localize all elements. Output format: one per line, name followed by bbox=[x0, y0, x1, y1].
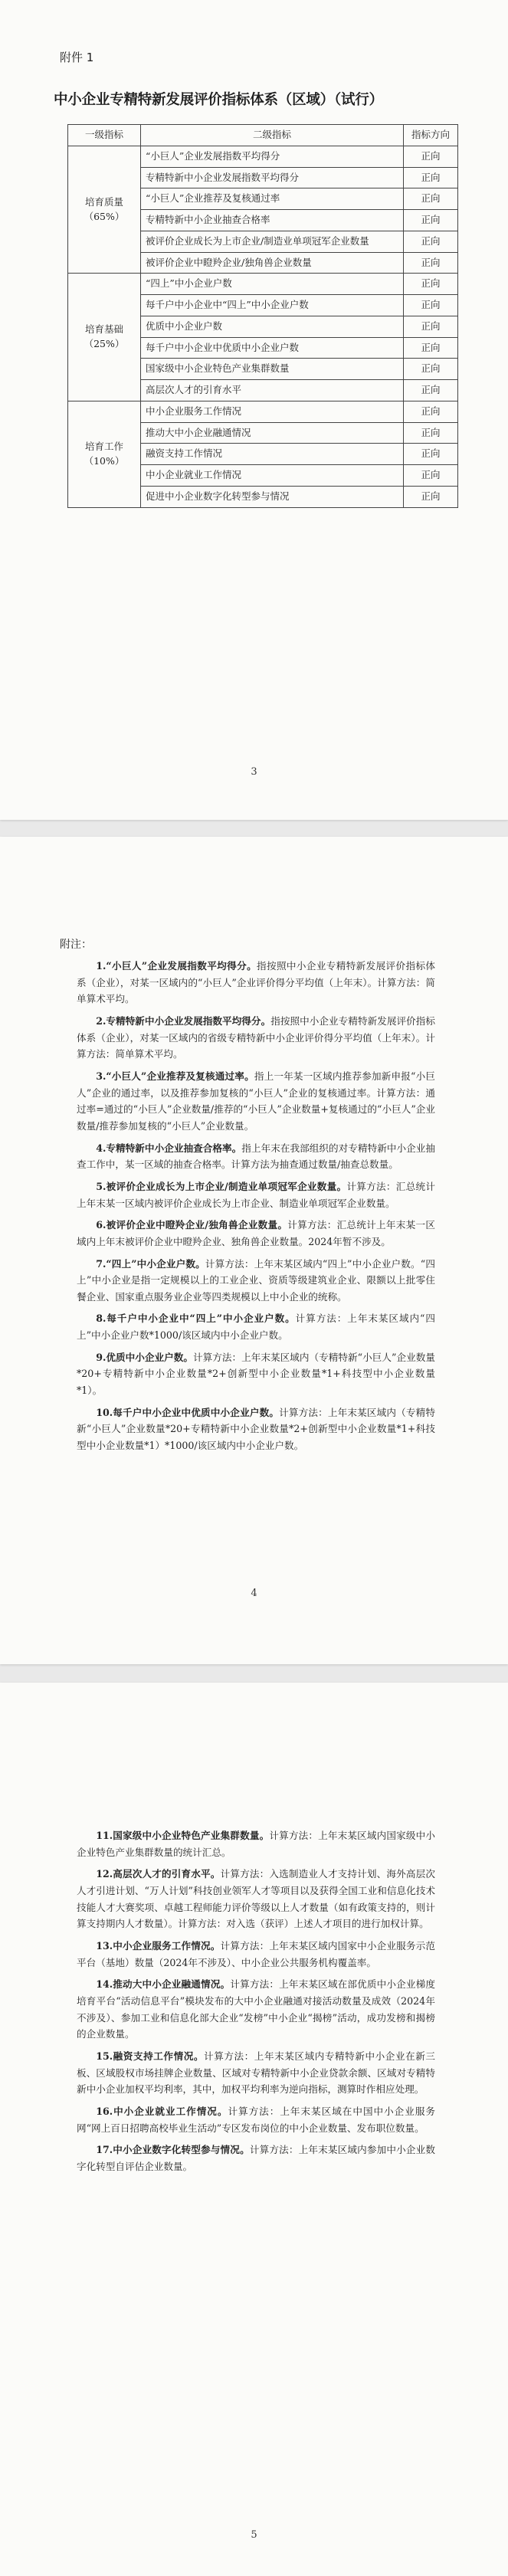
indicator-cell: 中小企业服务工作情况 bbox=[141, 401, 404, 422]
document-page-3 bbox=[0, 0, 508, 820]
note-item: 16.中小企业就业工作情况。计算方法：上年末某区域在中国中小企业服务网“网上百日招聘高校毕业生活动”专区发布岗位的中小企业数量、发布职位数量。 bbox=[77, 2105, 435, 2134]
table-row bbox=[68, 146, 458, 167]
indicator-table bbox=[67, 124, 458, 508]
page-number: 3 bbox=[251, 766, 257, 778]
direction-cell: 正向 bbox=[404, 316, 458, 337]
indicator-cell: 推动大中小企业融通情况 bbox=[141, 422, 404, 444]
indicator-cell: 融资支持工作情况 bbox=[141, 444, 404, 465]
direction-cell: 正向 bbox=[404, 295, 458, 316]
indicator-cell: 促进中小企业数字化转型参与情况 bbox=[141, 486, 404, 507]
note-item: 10.每千户中小企业中优质中小企业户数。计算方法：上年末某区域内（专精特新“小巨人”企业数量*20+专精特新中小企业数量*2+创新型中小企业数量*1+科技型中小企业数量*1）*1000/该区域内中小企业户数。 bbox=[77, 1406, 436, 1452]
page-number: 4 bbox=[251, 1588, 257, 1599]
table-header-row bbox=[68, 125, 458, 146]
note-item: 8.每千户中小企业中“四上”中小企业户数。计算方法：上年末某区域内“四上”中小企业户数*1000/该区域内中小企业户数。 bbox=[77, 1313, 435, 1342]
notes-list-continued bbox=[77, 1827, 435, 2180]
indicator-cell: 高层次人才的引育水平 bbox=[141, 380, 404, 401]
annex-label: 附件 1 bbox=[60, 51, 94, 64]
header-level2: 二级指标 bbox=[141, 125, 404, 146]
indicator-cell: 被评价企业成长为上市企业/制造业单项冠军企业数量 bbox=[141, 231, 404, 252]
document-title: 中小企业专精特新发展评价指标体系（区域）（试行） bbox=[54, 92, 383, 108]
direction-cell: 正向 bbox=[404, 274, 458, 295]
indicator-cell: 优质中小企业户数 bbox=[141, 316, 404, 337]
page-number: 5 bbox=[251, 2529, 257, 2541]
direction-cell: 正向 bbox=[404, 444, 458, 465]
direction-cell: 正向 bbox=[404, 167, 458, 188]
notes-heading: 附注： bbox=[60, 939, 92, 951]
direction-cell: 正向 bbox=[404, 465, 458, 487]
table-row bbox=[68, 401, 458, 422]
note-item: 6.被评价企业中瞪羚企业/独角兽企业数量。计算方法：汇总统计上年末某一区域内上年末被评价企业中瞪羚企业、独角兽企业数量。2024年暂不涉及。 bbox=[77, 1219, 436, 1247]
header-level1: 一级指标 bbox=[68, 125, 141, 146]
direction-cell: 正向 bbox=[404, 252, 458, 274]
indicator-cell: 专精特新中小企业抽查合格率 bbox=[141, 210, 404, 231]
indicator-cell: “小巨人”企业发展指数平均得分 bbox=[141, 146, 404, 167]
notes-list bbox=[77, 958, 435, 1460]
note-item: 12.高层次人才的引育水平。计算方法：入选制造业人才支持计划、海外高层次人才引进计划、“万人计划”科技创业领军人才等项目以及获得全国工业和信息化技术技能人才大赛奖项、卓越工程师能力评价等级以上人才数量（如有政策支持的，则计算支持期内人才数量）。计算方法：对入选（获评）上述人才项目的进行加权计算。 bbox=[77, 1868, 435, 1930]
note-item: 11.国家级中小企业特色产业集群数量。计算方法：上年末某区域内国家级中小企业特色产业集群数量的统计汇总。 bbox=[77, 1830, 435, 1858]
indicator-cell: 每千户中小企业中“四上”中小企业户数 bbox=[141, 295, 404, 316]
note-item: 13.中小企业服务工作情况。计算方法：上年末某区域内国家中小企业服务示范平台（基地）数量（2024年不涉及）、中小企业公共服务机构覆盖率。 bbox=[77, 1939, 435, 1968]
note-item: 3.“小巨人”企业推荐及复核通过率。指上一年某一区域内推荐参加新申报“小巨人”企业的通过率，以及推荐参加复核的“小巨人”企业的复核通过率。计算方法：通过率=通过的“小巨人”企业数量/推荐的“小巨人”企业数量+复核通过的“小巨人”企业数量/推荐参加复核的“小巨人”企业数量。 bbox=[77, 1070, 435, 1132]
note-item: 5.被评价企业成长为上市企业/制造业单项冠军企业数量。计算方法：汇总统计上年末某一区域内被评价企业成长为上市企业、制造业单项冠军企业数量。 bbox=[77, 1180, 436, 1209]
note-item: 9.优质中小企业户数。计算方法：上年末某区域内（专精特新“小巨人”企业数量*20+专精特新中小企业数量*2+创新型中小企业数量*1+科技型中小企业数量*1）。 bbox=[77, 1351, 435, 1397]
table-row bbox=[68, 274, 458, 295]
group-cell: 培育基础 （25%） bbox=[68, 274, 141, 401]
note-item: 17.中小企业数字化转型参与情况。计算方法：上年末某区域内参加中小企业数字化转型自评估企业数量。 bbox=[77, 2144, 435, 2172]
header-direction: 指标方向 bbox=[404, 125, 458, 146]
note-item: 14.推动大中小企业融通情况。计算方法：上年末某区域在部优质中小企业梯度培育平台“活动信息平台”模块发布的大中小企业融通对接活动数量及成效（2024年不涉及）、参加工业和信息化部大企业“发榜”中小企业“揭榜”活动，成功发榜和揭榜的企业数量。 bbox=[77, 1978, 435, 2040]
note-item: 2.专精特新中小企业发展指数平均得分。指按照中小企业专精特新发展评价指标体系（企业），对某一区域内的省级专精特新中小企业评价得分平均值（上年末）。计算方法：简单算术平均。 bbox=[77, 1014, 436, 1060]
indicator-cell: 中小企业就业工作情况 bbox=[141, 465, 404, 487]
direction-cell: 正向 bbox=[404, 146, 458, 167]
group-cell: 培育质量 （65%） bbox=[68, 146, 141, 274]
note-item: 4.专精特新中小企业抽查合格率。指上年末在我部组织的对专精特新中小企业抽查工作中，某一区域的抽查合格率。计算方法为抽查通过数量/抽查总数量。 bbox=[77, 1142, 435, 1171]
direction-cell: 正向 bbox=[404, 359, 458, 380]
direction-cell: 正向 bbox=[404, 401, 458, 422]
indicator-cell: 国家级中小企业特色产业集群数量 bbox=[141, 359, 404, 380]
indicator-cell: “四上”中小企业户数 bbox=[141, 274, 404, 295]
direction-cell: 正向 bbox=[404, 231, 458, 252]
note-item: 7.“四上”中小企业户数。计算方法：上年末某区域内“四上”中小企业户数。“四上”中小企业是指一定规模以上的工业企业、资质等级建筑业企业、限额以上批零住餐企业、国家重点服务业企业等四类规模以上中小企业的统称。 bbox=[77, 1257, 435, 1303]
indicator-cell: 每千户中小企业中优质中小企业户数 bbox=[141, 337, 404, 359]
group-cell: 培育工作 （10%） bbox=[68, 401, 141, 507]
direction-cell: 正向 bbox=[404, 380, 458, 401]
direction-cell: 正向 bbox=[404, 422, 458, 444]
note-item: 1.“小巨人”企业发展指数平均得分。指按照中小企业专精特新发展评价指标体系（企业），对某一区域内的“小巨人”企业评价得分平均值（上年末）。计算方法：简单算术平均。 bbox=[77, 960, 436, 1005]
direction-cell: 正向 bbox=[404, 188, 458, 210]
direction-cell: 正向 bbox=[404, 486, 458, 507]
note-item: 15.融资支持工作情况。计算方法：上年末某区域内专精特新中小企业在新三板、区域股权市场挂牌企业数量、区域对专精特新中小企业贷款余额、区域对专精特新中小企业加权平均利率，其中，加权平均利率为逆向指标，测算时作相应处理。 bbox=[77, 2050, 436, 2096]
direction-cell: 正向 bbox=[404, 337, 458, 359]
indicator-cell: 专精特新中小企业发展指数平均得分 bbox=[141, 167, 404, 188]
direction-cell: 正向 bbox=[404, 210, 458, 231]
indicator-cell: 被评价企业中瞪羚企业/独角兽企业数量 bbox=[141, 252, 404, 274]
indicator-cell: “小巨人”企业推荐及复核通过率 bbox=[141, 188, 404, 210]
